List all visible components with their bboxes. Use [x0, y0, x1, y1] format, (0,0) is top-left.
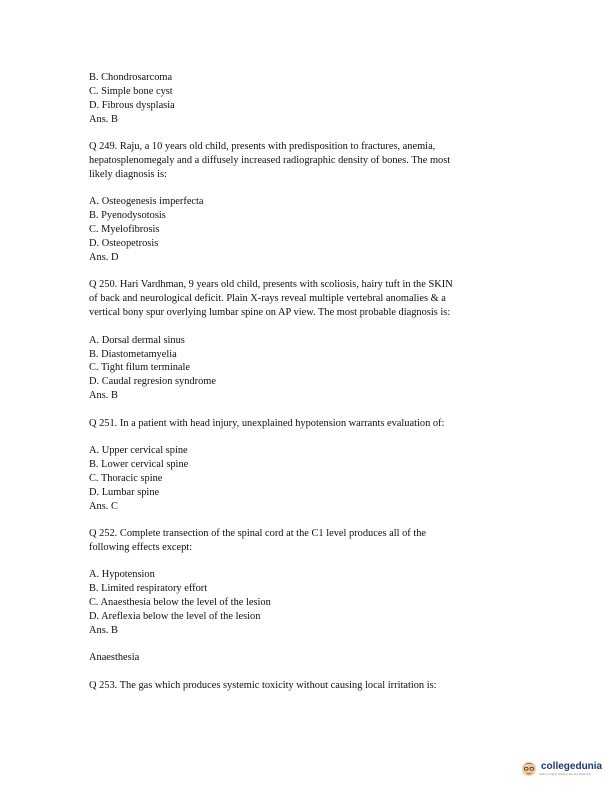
option-c: C. Simple bone cyst	[89, 85, 173, 97]
document-body	[89, 71, 529, 693]
option-d: D. Caudal regresion syndrome	[89, 376, 216, 388]
question-text-line: Q 251. In a patient with head injury, unexplained hypotension warrants evaluation of:	[89, 417, 445, 429]
option-b: B. Chondrosarcoma	[89, 72, 173, 83]
answer-note: Anaesthesia	[89, 652, 140, 664]
logo-tagline: India's largest Student Review Platform	[539, 771, 591, 776]
option-b: B. Pyenodysotosis	[89, 210, 166, 222]
option-d: D. Lumbar spine	[89, 486, 160, 498]
question-252	[89, 527, 529, 665]
option-a: A. Osteogenesis imperfecta	[89, 196, 204, 208]
question-text-line: likely diagnosis is:	[89, 168, 167, 180]
question-text-line: Q 252. Complete transection of the spinal cord at the C1 level produces all of the	[89, 528, 427, 540]
collegedunia-logo	[519, 758, 602, 778]
option-b: B. Limited respiratory effort	[89, 583, 208, 595]
question-text-line: Q 253. The gas which produces systemic toxicity without causing local irritation is:	[89, 679, 437, 691]
question-251	[89, 417, 529, 514]
logo-wordmark: collegedunia	[541, 760, 603, 772]
option-a: A. Upper cervical spine	[89, 445, 188, 457]
option-d: D. Osteopetrosis	[89, 238, 159, 250]
question-text-line: of back and neurological deficit. Plain X-rays reveal multiple vertebral anomalies & a	[89, 293, 446, 305]
question-text-line: vertical bony spur overlying lumbar spine on AP view. The most probable diagnosis is:	[89, 307, 451, 319]
option-d: D. Areflexia below the level of the lesion	[89, 611, 261, 623]
answer: Ans. B	[89, 113, 118, 125]
question-text-line: Q 250. Hari Vardhman, 9 years old child, presents with scoliosis, hairy tuft in the SKIN	[89, 279, 453, 291]
option-b: B. Lower cervical spine	[89, 458, 189, 470]
option-c: C. Thoracic spine	[89, 472, 163, 484]
option-a: A. Dorsal dermal sinus	[89, 334, 185, 346]
answer: Ans. C	[89, 500, 118, 512]
question-253	[89, 679, 529, 693]
option-b: B. Diastometamyelia	[89, 348, 177, 360]
question-249	[89, 140, 529, 265]
question-250	[89, 278, 529, 403]
option-c: C. Anaesthesia below the level of the lesion	[89, 597, 271, 609]
question-text-line: Q 249. Raju, a 10 years old child, presents with predisposition to fractures, anemia,	[89, 141, 436, 153]
question-text-line: following effects except:	[89, 541, 193, 553]
option-c: C. Myelofibrosis	[89, 224, 160, 236]
option-d: D. Fibrous dysplasia	[89, 99, 175, 111]
question-text-line: hepatosplenomegaly and a diffusely increased radiographic density of bones. The most	[89, 155, 451, 167]
question-248-tail	[89, 71, 529, 127]
answer: Ans. B	[89, 390, 118, 402]
option-a: A. Hypotension	[89, 569, 155, 581]
option-c: C. Tight filum terminale	[89, 362, 191, 374]
student-avatar-icon	[519, 758, 539, 778]
answer: Ans. B	[89, 625, 118, 636]
answer: Ans. D	[89, 251, 119, 263]
